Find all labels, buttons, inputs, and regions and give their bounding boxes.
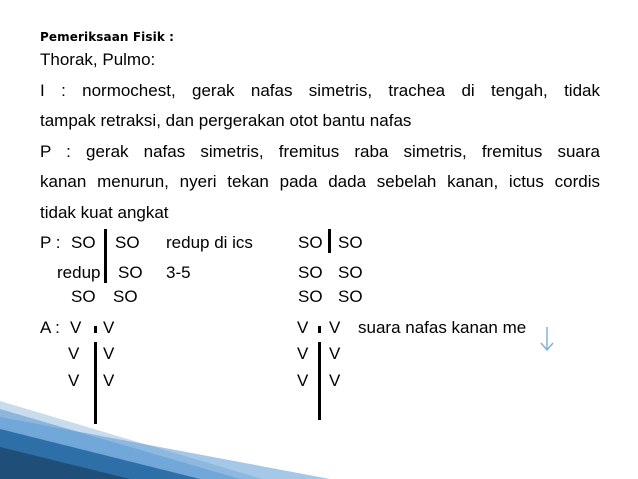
corner-decoration (0, 395, 340, 479)
palpasi-line-2: kanan menurun, nyeri tekan pada dada sebelah kanan, ictus cordis (40, 172, 600, 191)
perkusi-right-cell: SO (338, 287, 363, 306)
perkusi-note-1: redup di ics (166, 233, 253, 252)
perkusi-right-cell: SO (298, 287, 323, 306)
palpasi-line-1: P : gerak nafas simetris, fremitus raba simetris, fremitus suara (40, 142, 600, 161)
inspeksi-line-2: tampak retraksi, dan pergerakan otot bantu nafas (40, 111, 412, 130)
perkusi-left-cell: redup (57, 263, 101, 282)
perkusi-right-cell: SO (338, 233, 363, 252)
auskultasi-note: suara nafas kanan me (358, 318, 527, 337)
auskultasi-left-cell: V (103, 318, 115, 337)
perkusi-right-cell: SO (298, 263, 323, 282)
auskultasi-left-cell: V (70, 318, 82, 337)
palpasi-line-3: tidak kuat angkat (40, 203, 169, 222)
auskultasi-left-cell: V (68, 344, 80, 363)
perkusi-right-cell: SO (298, 233, 323, 252)
auskultasi-right-cell: V (329, 318, 341, 337)
perkusi-right-divider (328, 229, 331, 253)
auskultasi-left-cell: V (103, 371, 115, 390)
auskultasi-left-cell: V (68, 371, 80, 390)
down-arrow-icon (538, 325, 556, 353)
section-heading: Pemeriksaan Fisik : (40, 30, 175, 44)
perkusi-left-cell: SO (71, 287, 96, 306)
perkusi-left-cell: SO (113, 287, 138, 306)
subheading: Thorak, Pulmo: (40, 50, 156, 69)
auskultasi-right-cell: V (297, 371, 309, 390)
inspeksi-line-1: I : normochest, gerak nafas simetris, trachea di tengah, tidak (40, 81, 600, 100)
perkusi-left-cell: SO (115, 233, 140, 252)
perkusi-right-cell: SO (338, 263, 363, 282)
auskultasi-left-tick (94, 326, 97, 333)
perkusi-prefix: P : (40, 233, 61, 252)
perkusi-left-cell: SO (71, 233, 96, 252)
perkusi-left-divider (104, 229, 107, 283)
auskultasi-right-cell: V (329, 371, 341, 390)
auskultasi-right-cell: V (297, 318, 309, 337)
auskultasi-right-cell: V (329, 344, 341, 363)
auskultasi-right-cell: V (297, 344, 309, 363)
auskultasi-right-tick (318, 326, 321, 333)
perkusi-note-2: 3-5 (166, 263, 191, 282)
auskultasi-left-cell: V (103, 344, 115, 363)
auskultasi-prefix: A : (40, 318, 60, 337)
perkusi-left-cell: SO (118, 263, 143, 282)
